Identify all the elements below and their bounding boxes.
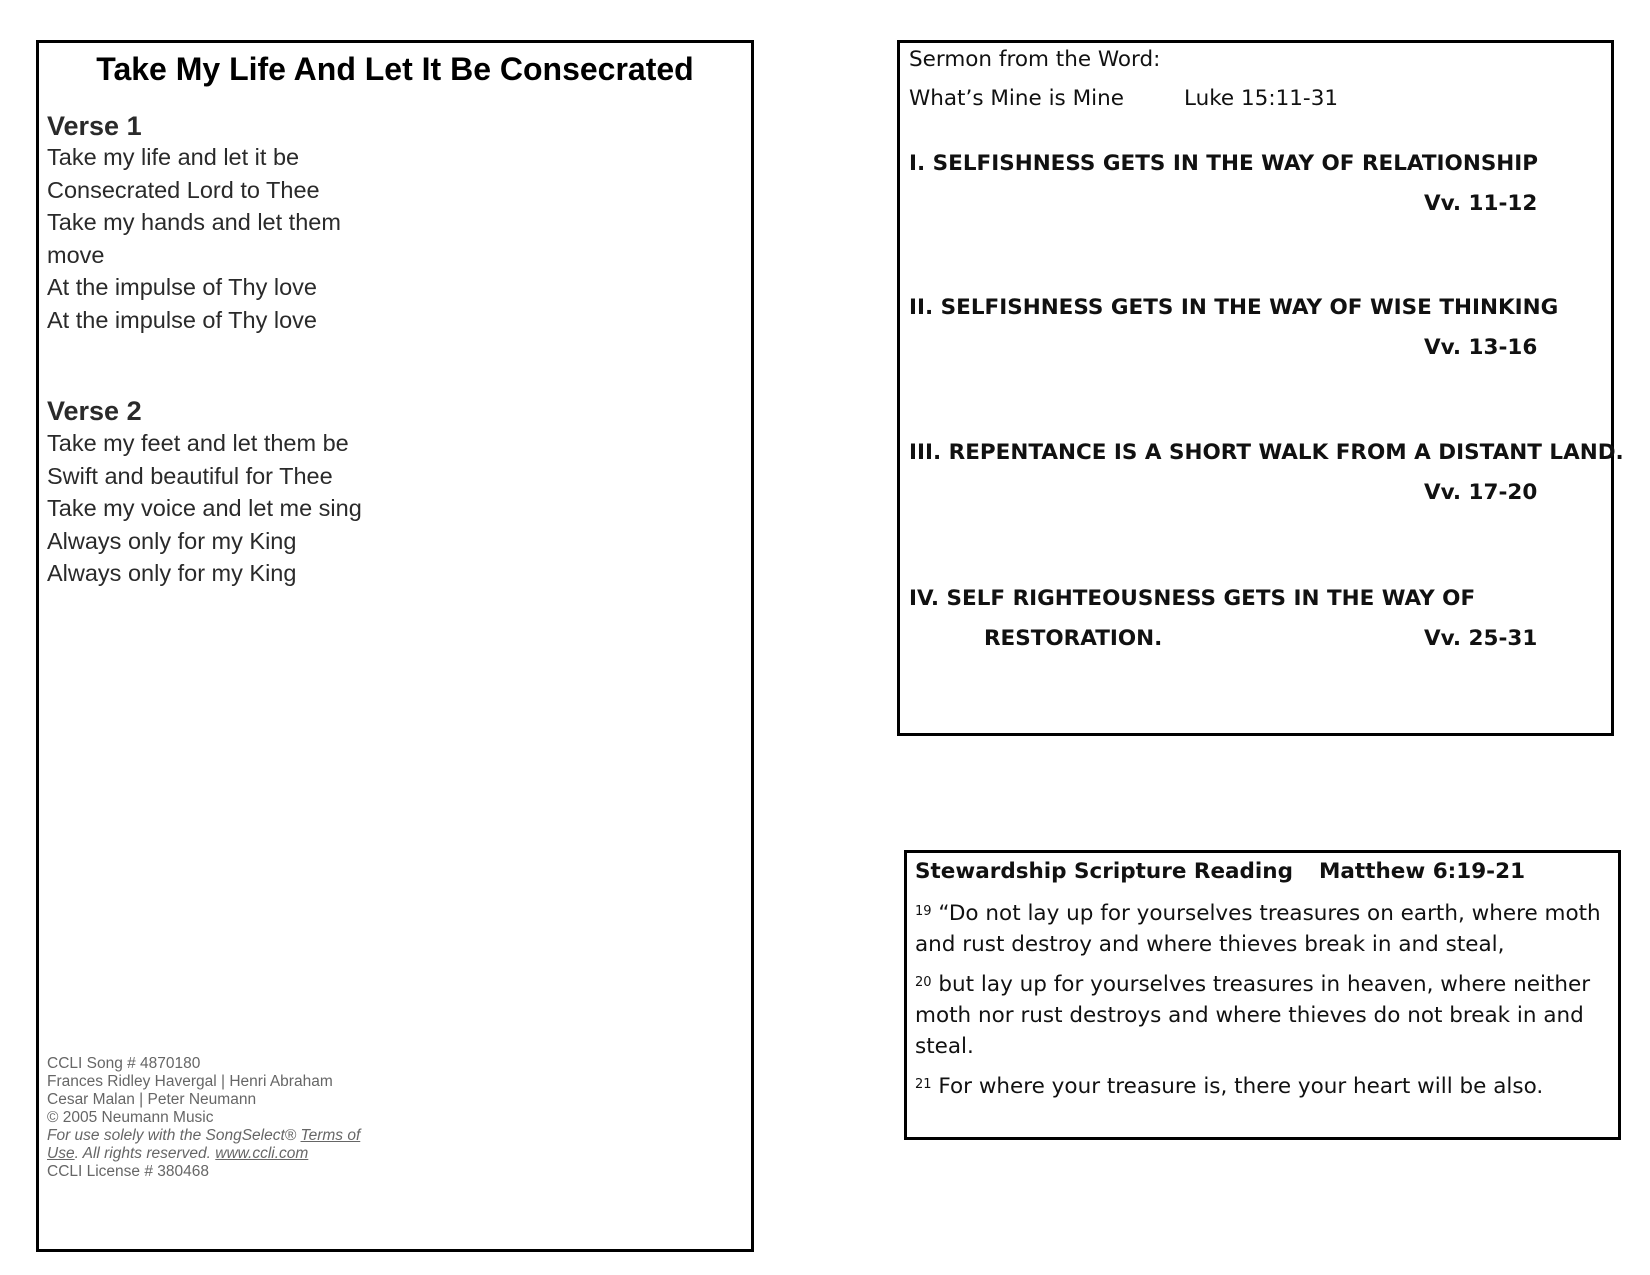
sermon-heading: Sermon from the Word: (909, 47, 1161, 72)
rights-text: . All rights reserved. (74, 1145, 211, 1162)
terms-of-use-link[interactable]: Use (47, 1145, 75, 1162)
usage-prefix: For use solely with the SongSelect® (47, 1127, 297, 1144)
verse-number: 19 (915, 904, 932, 919)
scripture-verse (915, 1071, 1610, 1102)
verse-1 (47, 112, 743, 337)
sermon-point-1-ref: Vv. 11-12 (1424, 191, 1538, 216)
lyric-line: At the impulse of Thy love (47, 306, 317, 333)
verse-2 (47, 397, 743, 589)
lyric-line: Swift and beautiful for Thee (47, 462, 333, 489)
lyric-line: Take my feet and let them be (47, 430, 349, 457)
scripture-heading (915, 859, 1610, 884)
sermon-point-3-ref: Vv. 17-20 (1424, 480, 1538, 505)
verse-text: “Do not lay up for yourselves treasures on earth, where moth and rust destroy and where thieves break in and steal, (915, 901, 1601, 957)
scripture-heading-label: Stewardship Scripture Reading (915, 859, 1294, 884)
song-lyrics-panel (36, 40, 754, 1252)
verse-lines (47, 141, 407, 336)
scripture-reading-panel (904, 850, 1621, 1140)
verse-text: but lay up for yourselves treasures in heaven, where neither moth nor rust destroys and where thieves do not break in and steal. (915, 972, 1591, 1059)
sermon-point-4-continuation: RESTORATION. (984, 626, 1163, 651)
lyric-line: move (47, 241, 105, 268)
ccli-copyright-block (47, 1055, 407, 1181)
sermon-point-3: III. REPENTANCE IS A SHORT WALK FROM A DISTANT LAND. (909, 440, 1624, 465)
lyric-line: Always only for my King (47, 560, 297, 587)
scripture-verse (915, 969, 1610, 1062)
song-copyright: © 2005 Neumann Music (47, 1109, 214, 1126)
lyric-line: Take my life and let it be (47, 144, 300, 171)
sermon-point-4-ref: Vv. 25-31 (1424, 626, 1538, 651)
ccli-license-number: CCLI License # 380468 (47, 1163, 210, 1180)
lyric-line: Take my voice and let me sing (47, 495, 362, 522)
lyric-line: Consecrated Lord to Thee (47, 176, 320, 203)
ccli-song-number: CCLI Song # 4870180 (47, 1055, 201, 1072)
verse-lines (47, 427, 407, 590)
verse-label: Verse 1 (47, 110, 142, 141)
sermon-outline-panel (897, 40, 1624, 736)
terms-of-use-link[interactable]: Terms of (300, 1127, 361, 1144)
verse-text: For where your treasure is, there your heart will be also. (938, 1074, 1544, 1099)
song-title: Take My Life And Let It Be Consecrated (96, 51, 694, 87)
song-authors: Frances Ridley Havergal | Henri Abraham (47, 1073, 333, 1090)
ccli-website-link[interactable]: www.ccli.com (215, 1145, 309, 1162)
scripture-verse (915, 898, 1610, 960)
verse-number: 20 (915, 975, 932, 990)
sermon-point-1: I. SELFISHNESS GETS IN THE WAY OF RELATIONSHIP (909, 151, 1539, 176)
usage-notice (47, 1127, 407, 1163)
sermon-passage: Luke 15:11-31 (1184, 86, 1339, 111)
sermon-point-4: IV. SELF RIGHTEOUSNESS GETS IN THE WAY OF (909, 586, 1476, 611)
lyric-line: At the impulse of Thy love (47, 274, 317, 301)
verse-number: 21 (915, 1077, 932, 1092)
sermon-point-2: II. SELFISHNESS GETS IN THE WAY OF WISE THINKING (909, 295, 1559, 320)
scripture-reference: Matthew 6:19-21 (1319, 859, 1526, 884)
lyric-line: Always only for my King (47, 527, 297, 554)
sermon-point-2-ref: Vv. 13-16 (1424, 335, 1538, 360)
lyric-line: Take my hands and let them (47, 209, 341, 236)
sermon-title: What’s Mine is Mine (909, 86, 1124, 111)
verse-label: Verse 2 (47, 396, 142, 427)
song-authors: Cesar Malan | Peter Neumann (47, 1091, 257, 1108)
